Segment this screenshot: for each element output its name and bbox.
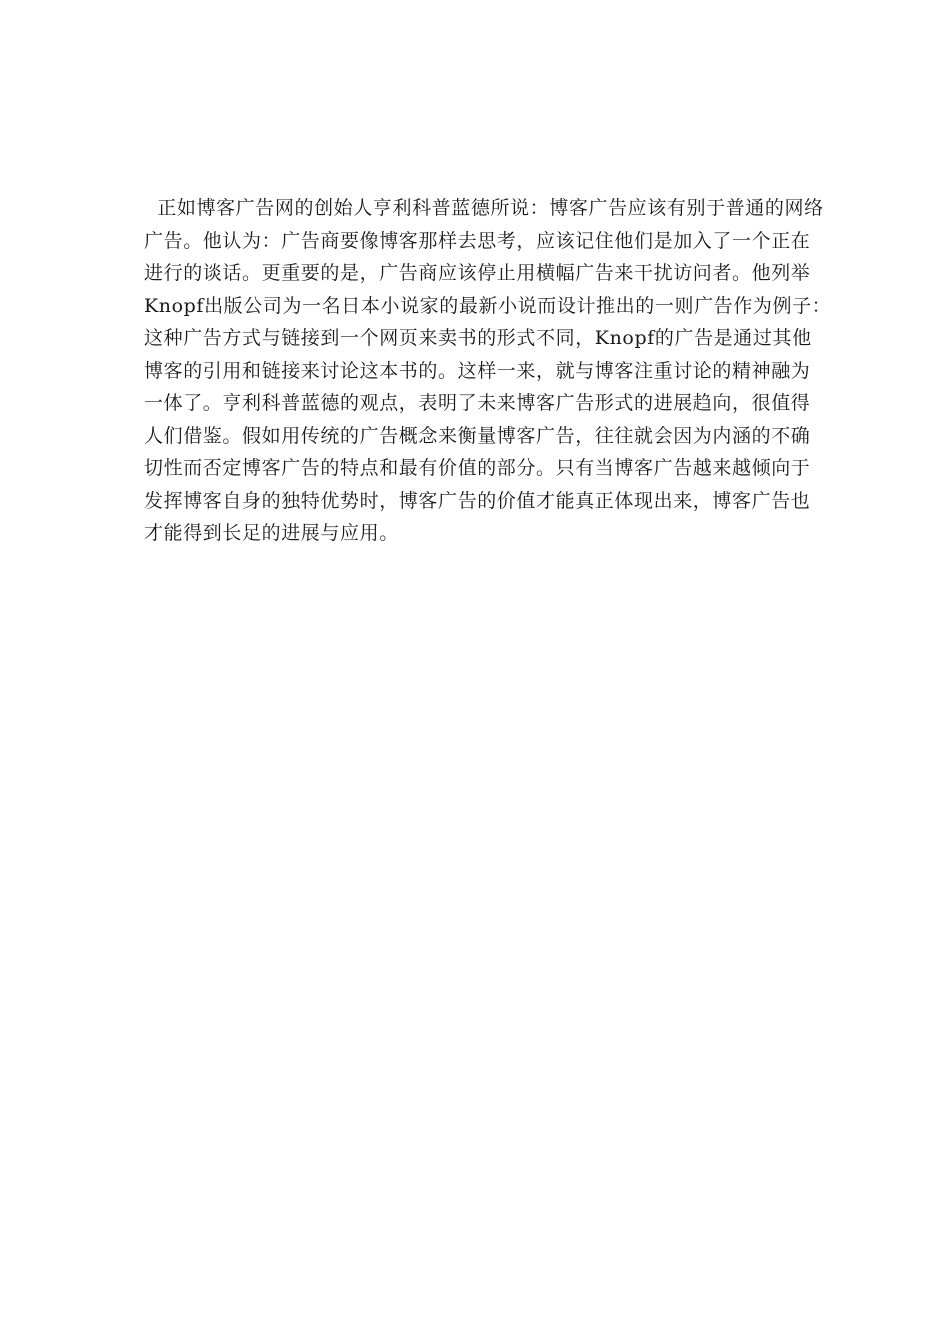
paragraph-line: 广告。他认为：广告商要像博客那样去思考，应该记住他们是加入了一个正在	[144, 229, 811, 252]
paragraph-line: 正如博客广告网的创始人亨利科普蓝德所说：博客广告应该有别于普通的网络	[144, 197, 824, 219]
paragraph-line: Knopf出版公司为一名日本小说家的最新小说而设计推出的一则广告作为例子：	[144, 294, 832, 317]
paragraph-line: 人们借鉴。假如用传统的广告概念来衡量博客广告，往往就会因为内涵的不确	[144, 424, 811, 447]
body-paragraph	[144, 192, 832, 550]
paragraph-line: 发挥博客自身的独特优势时，博客广告的价值才能真正体现出来，博客广告也	[144, 489, 811, 512]
paragraph-line: 才能得到长足的进展与应用。	[144, 522, 399, 544]
paragraph-line: 切性而否定博客广告的特点和最有价值的部分。只有当博客广告越来越倾向于	[144, 457, 811, 479]
paragraph-line: 这种广告方式与链接到一个网页来卖书的形式不同，Knopf的广告是通过其他	[144, 327, 812, 349]
paragraph-line: 进行的谈话。更重要的是，广告商应该停止用横幅广告来干扰访问者。他列举	[144, 262, 811, 284]
paragraph-line: 一体了。亨利科普蓝德的观点，表明了未来博客广告形式的进展趋向，很值得	[144, 392, 811, 414]
paragraph-line: 博客的引用和链接来讨论这本书的。这样一来，就与博客注重讨论的精神融为	[144, 359, 811, 382]
